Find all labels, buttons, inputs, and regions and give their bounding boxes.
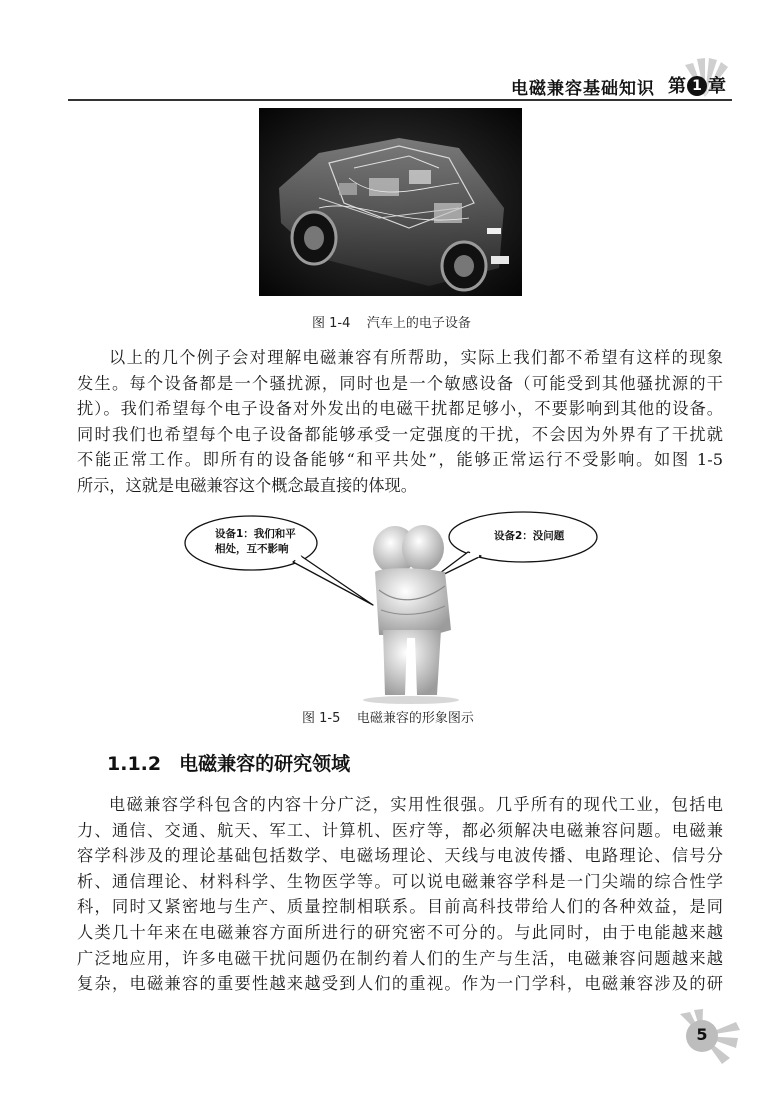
- bubble-right-text: 设备2：没问题: [494, 530, 565, 542]
- header-rule: [68, 99, 732, 101]
- paragraph-2: [77, 792, 723, 997]
- section-number: 1.1.2: [107, 753, 162, 775]
- chapter-label: [668, 72, 726, 98]
- car-electronics-photo: [259, 108, 522, 296]
- section-heading: [107, 749, 350, 776]
- figure-1-4-caption: 图 1-4 汽车上的电子设备: [312, 316, 471, 331]
- paragraph-line: 力、通信、交通、航天、军工、计算机、医疗等，都必须解决电磁兼容问题。电磁兼: [77, 820, 723, 840]
- chapter-number: 1: [687, 76, 707, 96]
- section-title: 电磁兼容的研究领域: [179, 753, 351, 775]
- paragraph-line: 以上的几个例子会对理解电磁兼容有所帮助，实际上我们都不希望有这样的现象: [109, 348, 723, 367]
- paragraph-line: 发生。每个设备都是一个骚扰源，同时也是一个敏感设备（可能受到其他骚扰源的干: [77, 373, 723, 393]
- chapter-suffix: 章: [708, 76, 726, 97]
- paragraph-line: 广泛地应用，许多电磁干扰问题仍在制约着人们的生产与生活，电磁兼容问题越来越: [77, 948, 723, 968]
- bubble-left-line: 设备1：我们和平: [215, 528, 296, 540]
- bubble-left-line: 相处，互不影响: [215, 543, 289, 555]
- figure-1-5-caption: 图 1-5 电磁兼容的形象图示: [302, 711, 474, 726]
- paragraph-line: 复杂，电磁兼容的重要性越来越受到人们的重视。作为一门学科，电磁兼容涉及的研: [77, 974, 723, 994]
- paragraph-line: 不能正常工作。即所有的设备能够“和平共处”，能够正常运行不受影响。如图 1-5: [77, 450, 723, 470]
- paragraph-line: 析、通信理论、材料科学、生物医学等。可以说电磁兼容学科是一门尖端的综合性学: [77, 871, 723, 891]
- paragraph-line: 容学科涉及的理论基础包括数学、电磁场理论、天线与电波传播、电路理论、信号分: [77, 846, 723, 866]
- header-title: 电磁兼容基础知识: [511, 79, 655, 99]
- paragraph-line: 同时我们也希望每个电子设备都能够承受一定强度的干扰，不会因为外界有了干扰就: [77, 424, 723, 444]
- paragraph-1: [77, 345, 723, 499]
- chapter-prefix: 第: [668, 76, 686, 97]
- paragraph-line: 所示，这就是电磁兼容这个概念最直接的体现。: [77, 475, 417, 495]
- paragraph-line: 扰）。我们希望每个电子设备对外发出的电磁干扰都足够小，不要影响到其他的设备。: [77, 399, 723, 419]
- paragraph-line: 科，同时又紧密地与生产、质量控制相联系。目前高科技带给人们的各种效益，是同: [77, 897, 723, 917]
- paragraph-line: 电磁兼容学科包含的内容十分广泛，实用性很强。几乎所有的现代工业，包括电: [109, 795, 723, 814]
- page-header: [0, 0, 778, 100]
- bubble-left-text: [215, 527, 296, 557]
- paragraph-line: 人类几十年来在电磁兼容方面所进行的研究密不可分的。与此同时，由于电能越来越: [77, 922, 723, 942]
- page-number: 5: [696, 1025, 708, 1044]
